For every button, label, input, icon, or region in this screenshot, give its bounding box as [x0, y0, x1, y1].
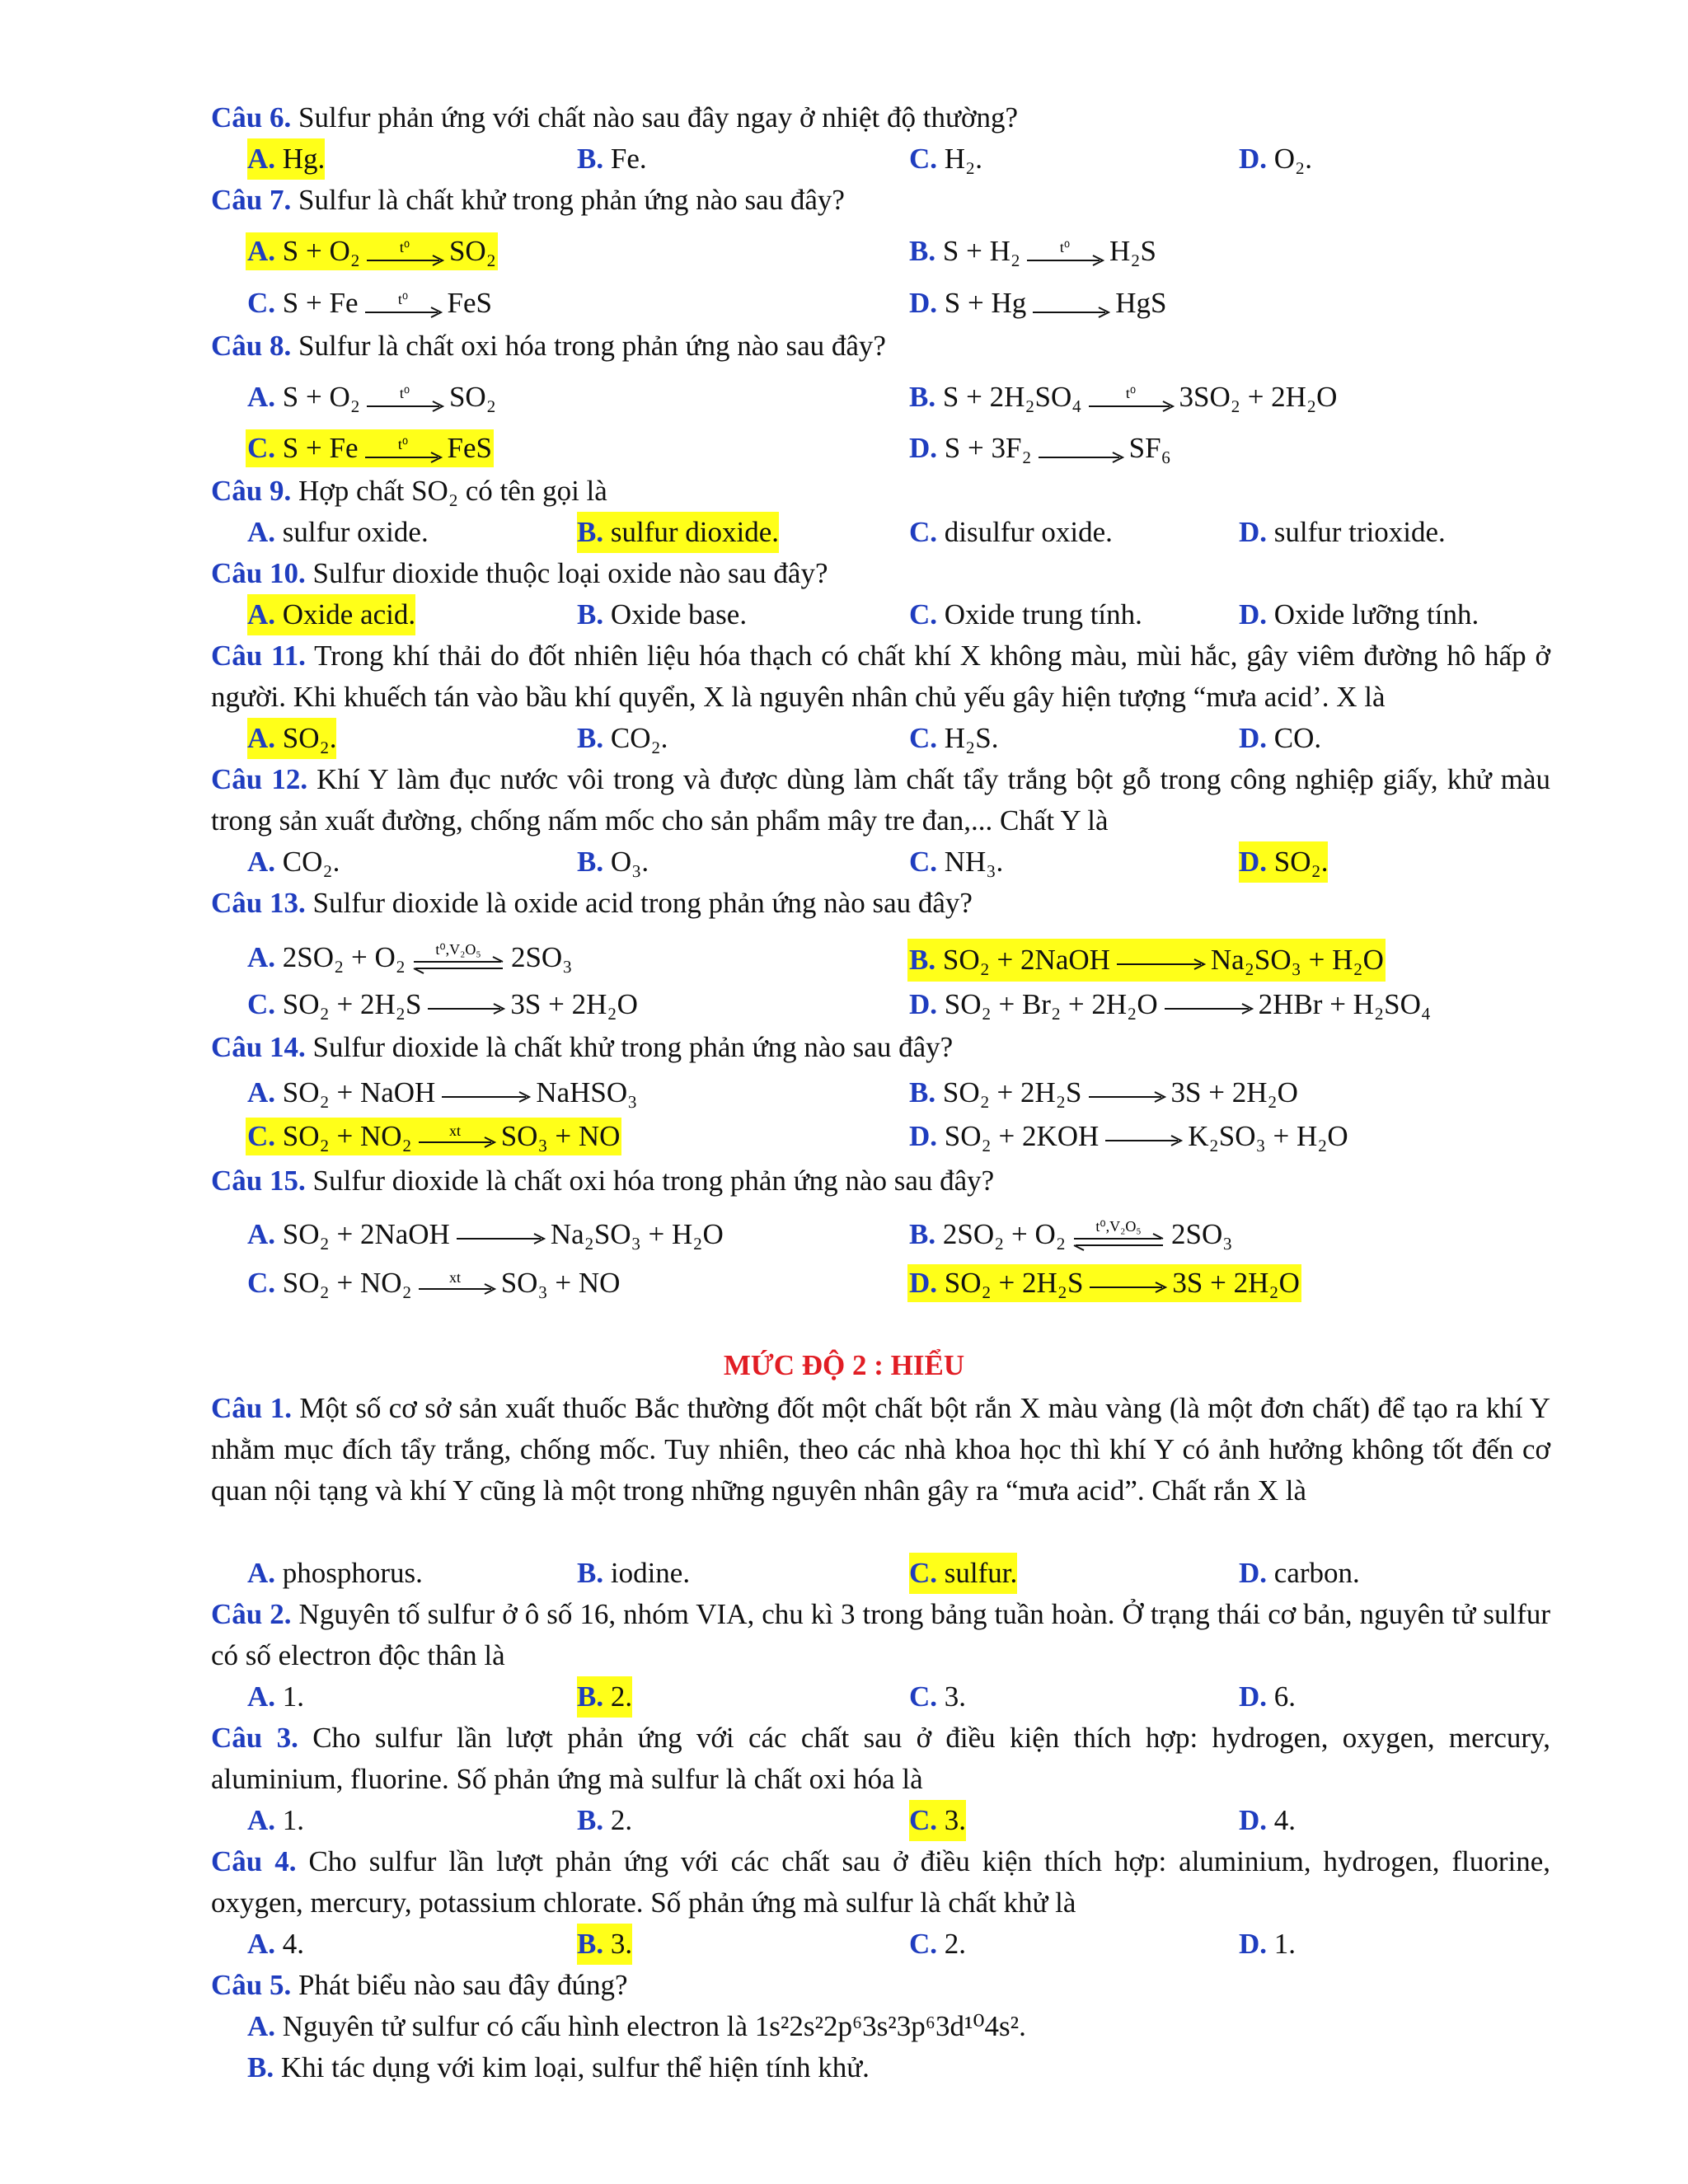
svg-text:t⁰,V₂O₅: t⁰,V₂O₅ — [435, 941, 481, 958]
option-d[interactable]: D. 6. — [1239, 1680, 1296, 1713]
option-b[interactable]: B. 3. — [577, 1924, 632, 1965]
option-b[interactable]: B. SO₂ + 2H₂S 3S + 2H₂O — [909, 1074, 1298, 1112]
section-heading: MỨC ĐỘ 2 : HIỂU — [723, 1349, 965, 1381]
arrow-icon — [365, 383, 444, 416]
option-d[interactable]: D. O₂. — [1239, 143, 1313, 175]
option-c[interactable]: C. 3. — [909, 1800, 966, 1841]
option-a[interactable]: A. SO₂ + 2NaOH Na₂SO₃ + H₂O — [247, 1216, 724, 1254]
option-d[interactable]: D. SO₂ + 2KOH K₂SO₃ + H₂O — [909, 1118, 1348, 1155]
option-b[interactable]: B. iodine. — [577, 1557, 691, 1589]
arrow-icon — [1025, 237, 1104, 270]
option-a[interactable]: A. 1. — [247, 1680, 305, 1713]
option-a[interactable]: A. sulfur oxide. — [247, 516, 429, 548]
question-5: Câu 5. Phát biểu nào sau đây đúng? — [211, 1969, 628, 2001]
option-a[interactable]: A. Nguyên tử sulfur có cấu hình electron là 1s²2s²2p⁶3s²3p⁶3d¹⁰4s². — [247, 2010, 1026, 2042]
option-c[interactable]: C. S + Fe t⁰ FeS — [246, 429, 494, 467]
question-3: Câu 3. Cho sulfur lần lượt phản ứng với các chất sau ở điều kiện thích hợp: hydrogen, oxygen, mercury, aluminium, fluorine. Số phản ứng mà sulfur là chất oxi hóa là — [211, 1722, 1550, 1795]
arrow-icon — [1087, 383, 1175, 416]
question-7: Câu 7. Sulfur là chất khử trong phản ứng nào sau đây? — [211, 184, 845, 216]
arrow-icon — [1104, 1122, 1183, 1155]
option-a[interactable]: A. SO₂. — [247, 718, 336, 759]
arrow-icon — [440, 1079, 531, 1112]
question-12: Câu 12. Khí Y làm đục nước vôi trong và được dùng làm chất tẩy trắng bột gỗ trong công nghiệp giấy, khử màu trong sản xuất đường, chống nấm mốc cho sản phẩm mây tre đan,... Chất Y là — [211, 763, 1551, 837]
option-d[interactable]: D. SO₂ + Br₂ + 2H₂O 2HBr + H₂SO₄ — [909, 986, 1431, 1024]
question-text: Sulfur phản ứng với chất nào sau đây ngay ở nhiệt độ thường? — [298, 101, 1019, 134]
option-d[interactable]: D. SO₂. — [1239, 841, 1328, 883]
option-c[interactable]: C. H₂S. — [909, 722, 999, 754]
option-b[interactable]: B. 2. — [577, 1804, 633, 1836]
question-14: Câu 14. Sulfur dioxide là chất khử trong phản ứng nào sau đây? — [211, 1031, 954, 1063]
question-13: Câu 13. Sulfur dioxide là oxide acid trong phản ứng nào sau đây? — [211, 887, 973, 919]
option-d[interactable]: D. S + 3F₂ SF₆ — [909, 429, 1171, 467]
arrow-icon — [1037, 434, 1124, 467]
question-9: Câu 9. Hợp chất SO₂ có tên gọi là — [211, 475, 607, 507]
svg-text:t⁰: t⁰ — [1059, 238, 1071, 255]
option-d[interactable]: D. Oxide lưỡng tính. — [1239, 598, 1479, 630]
option-b[interactable]: B. S + H₂ t⁰ H₂S — [909, 232, 1156, 270]
option-b[interactable]: B. Fe. — [577, 143, 647, 175]
option-b[interactable]: B. Khi tác dụng với kim loại, sulfur thể hiện tính khử. — [247, 2051, 870, 2083]
option-c[interactable]: C. Oxide trung tính. — [909, 598, 1142, 630]
option-c[interactable]: C. SO₂ + NO₂ xt SO₃ + NO — [247, 1264, 620, 1302]
arrow-icon — [365, 237, 444, 270]
arrow-icon — [1088, 1269, 1167, 1302]
option-b[interactable]: B. SO₂ + 2NaOH Na₂SO₃ + H₂O — [907, 939, 1386, 982]
option-a[interactable]: A. Hg. — [247, 138, 325, 180]
question-1: Câu 1. Một số cơ sở sản xuất thuốc Bắc thường đốt một chất bột rắn X màu vàng (là một đơn chất) để tạo ra khí Y nhằm mục đích tẩy trắng, chống mốc. Tuy nhiên, theo các nhà khoa học thì khí Y có ảnh hưởng không tốt đến cơ quan nội tạng và khí Y cũng là một trong những nguyên nhân gây ra “mưa acid”. Chất rắn X là — [211, 1392, 1550, 1507]
svg-text:t⁰: t⁰ — [1125, 384, 1136, 401]
option-a[interactable]: A. Oxide acid. — [247, 594, 415, 635]
option-c[interactable]: C. sulfur. — [909, 1553, 1017, 1594]
svg-text:t⁰: t⁰ — [399, 384, 410, 401]
equilibrium-arrow-icon — [1071, 1219, 1166, 1255]
svg-text:t⁰: t⁰ — [397, 290, 408, 307]
option-c[interactable]: C. 2. — [909, 1928, 967, 1960]
question-8: Câu 8. Sulfur là chất oxi hóa trong phản ứng nào sau đây? — [211, 330, 886, 362]
svg-text:t⁰,V₂O₅: t⁰,V₂O₅ — [1095, 1218, 1142, 1235]
option-b[interactable]: B. Oxide base. — [577, 598, 748, 630]
option-b[interactable]: B. S + 2H₂SO₄ t⁰ 3SO₂ + 2H₂O — [909, 378, 1337, 416]
svg-text:t⁰: t⁰ — [399, 238, 410, 255]
question-6 — [211, 97, 1550, 138]
option-d[interactable]: D. carbon. — [1239, 1557, 1360, 1589]
option-b[interactable]: B. 2SO₂ + O₂ t⁰,V₂O₅ 2SO₃ — [909, 1216, 1232, 1254]
option-c[interactable]: C. SO₂ + 2H₂S 3S + 2H₂O — [247, 986, 638, 1024]
arrow-icon — [1087, 1079, 1166, 1112]
option-a[interactable]: A. 2SO₂ + O₂ t⁰,V₂O₅ 2SO₃ — [247, 939, 572, 977]
arrow-icon — [426, 991, 505, 1024]
option-d[interactable]: D. S + Hg HgS — [909, 284, 1167, 322]
option-c[interactable]: C. NH₃. — [909, 846, 1004, 878]
option-b[interactable]: B. CO₂. — [577, 722, 668, 754]
arrow-icon — [1115, 946, 1206, 979]
question-2: Câu 2. Nguyên tố sulfur ở ô số 16, nhóm VIA, chu kì 3 trong bảng tuần hoàn. Ở trạng thái cơ bản, nguyên tử sulfur có số electron độc thân là — [211, 1598, 1551, 1671]
option-a[interactable]: A. CO₂. — [247, 846, 340, 878]
option-d[interactable]: D. 4. — [1239, 1804, 1296, 1836]
option-c[interactable]: C. S + Fe t⁰ FeS — [247, 284, 492, 322]
arrow-icon — [363, 434, 443, 467]
svg-text:xt: xt — [448, 1122, 461, 1139]
arrow-icon — [1031, 289, 1110, 322]
question-11: Câu 11. Trong khí thải do đốt nhiên liệu hóa thạch có chất khí X không màu, mùi hắc, gây viêm đường hô hấp ở người. Khi khuếch tán vào bầu khí quyển, X là nguyên nhân chủ yếu gây hiện tượng “mưa acid’. X là — [211, 640, 1551, 713]
option-b[interactable]: B. 2. — [577, 1676, 632, 1718]
option-c[interactable]: C. SO₂ + NO₂ xt SO₃ + NO — [246, 1118, 621, 1155]
option-a[interactable]: A. SO₂ + NaOH NaHSO₃ — [247, 1074, 637, 1112]
option-d[interactable]: D. sulfur trioxide. — [1239, 516, 1446, 548]
option-a[interactable]: A. 1. — [247, 1804, 305, 1836]
arrow-icon — [417, 1122, 496, 1155]
question-number: Câu 6. — [211, 101, 292, 134]
option-b[interactable]: B. O₃. — [577, 846, 649, 878]
option-a[interactable]: A. 4. — [247, 1928, 305, 1960]
option-d[interactable]: D. CO. — [1239, 722, 1322, 754]
question-15: Câu 15. Sulfur dioxide là chất oxi hóa trong phản ứng nào sau đây? — [211, 1165, 995, 1197]
question-4: Câu 4. Cho sulfur lần lượt phản ứng với các chất sau ở điều kiện thích hợp: aluminium, hydrogen, fluorine, oxygen, mercury, potassium chlorate. Số phản ứng mà sulfur là chất khử là — [211, 1845, 1550, 1919]
question-10: Câu 10. Sulfur dioxide thuộc loại oxide nào sau đây? — [211, 557, 828, 589]
equilibrium-arrow-icon — [410, 942, 506, 978]
svg-text:t⁰: t⁰ — [397, 435, 408, 452]
arrow-icon — [417, 1269, 496, 1302]
option-c[interactable]: C. 3. — [909, 1680, 967, 1713]
option-d[interactable]: D. 1. — [1239, 1928, 1296, 1960]
option-a[interactable]: A. S + O₂ t⁰ SO₂ — [247, 378, 496, 416]
option-c[interactable]: C. disulfur oxide. — [909, 516, 1113, 548]
option-c[interactable]: C. H₂. — [909, 143, 983, 175]
option-b[interactable]: B. sulfur dioxide. — [577, 512, 779, 553]
arrow-icon — [363, 289, 443, 322]
arrow-icon — [455, 1221, 546, 1254]
arrow-icon — [1163, 991, 1254, 1024]
option-d[interactable]: D. SO₂ + 2H₂S 3S + 2H₂O — [907, 1264, 1301, 1302]
svg-text:xt: xt — [448, 1268, 461, 1286]
option-a[interactable]: A. S + O₂ t⁰ SO₂ — [246, 232, 498, 270]
option-a[interactable]: A. phosphorus. — [247, 1557, 423, 1589]
